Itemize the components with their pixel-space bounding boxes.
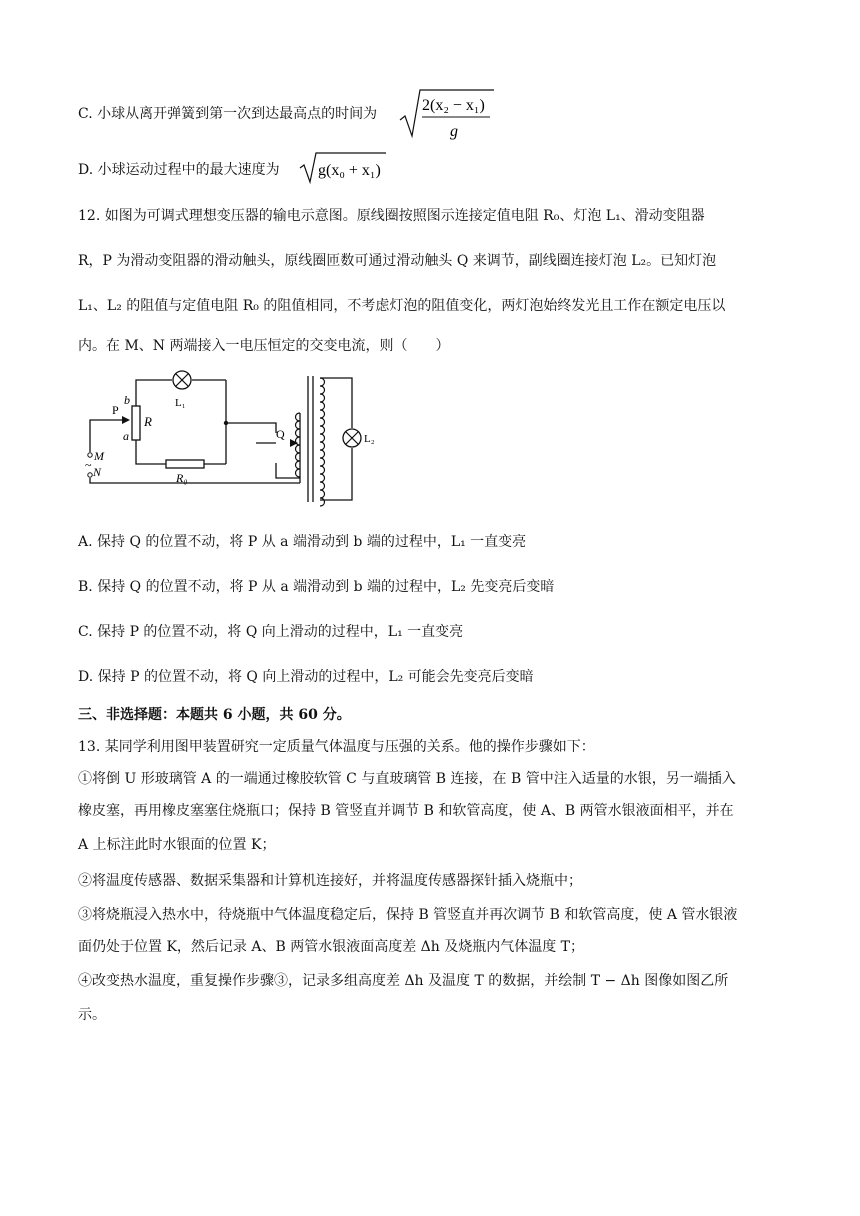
q13-intro: 13. 某同学利用图甲装置研究一定质量气体温度与压强的关系。他的操作步骤如下： [78, 739, 595, 755]
q13-step1-line2: 橡皮塞，再用橡皮塞塞住烧瓶口；保持 B 管竖直并调节 B 和软管高度，使 A、B 两管水银液面相平，并在 [78, 803, 734, 819]
section-3-title: 三、非选择题：本题共 6 小题，共 60 分。 [78, 707, 351, 723]
q12-stem-line2: R，P 为滑动变阻器的滑动触头，原线圈匝数可通过滑动触头 Q 来调节，副线圈连接灯泡 L₂。已知灯泡 [78, 253, 717, 269]
q13-step1-line1: ①将倒 U 形玻璃管 A 的一端通过橡胶软管 C 与直玻璃管 B 连接，在 B 管中注入适量的水银，另一端插入 [78, 771, 736, 787]
label-b: b [124, 393, 130, 407]
q12-circuit-diagram [80, 368, 380, 518]
q11-option-c-formula [398, 86, 498, 142]
secondary-coil [320, 378, 325, 506]
q13-step1-line3: A 上标注此时水银面的位置 K； [78, 837, 276, 853]
label-m: M [94, 449, 104, 463]
rheostat-r [132, 406, 140, 440]
label-l2: L₂ [364, 433, 375, 445]
q13-step4-line2: 示。 [78, 1007, 106, 1023]
q12-stem-line1: 12. 如图为可调式理想变压器的输电示意图。原线圈按照图示连接定值电阻 R₀、灯泡 L₁、滑动变阻器 [78, 208, 705, 224]
label-l1: L₁ [175, 397, 186, 409]
q12-stem-line3: L₁、L₂ 的阻值与定值电阻 R₀ 的阻值相同，不考虑灯泡的阻值变化，两灯泡始终发光且工作在额定电压以 [78, 298, 726, 314]
q12-option-b: B. 保持 Q 的位置不动，将 P 从 a 端滑动到 b 端的过程中，L₂ 先变亮后变暗 [78, 579, 555, 595]
label-q: Q [276, 427, 285, 441]
q12-option-c: C. 保持 P 的位置不动，将 Q 向上滑动的过程中，L₁ 一直变亮 [78, 624, 464, 640]
lamp-l2-icon [343, 429, 361, 447]
q11-option-c-formula-num: 2(x₂ − x₁) [422, 97, 485, 114]
label-a: a [123, 429, 129, 443]
resistor-r0 [166, 460, 204, 468]
lamp-l1-icon [173, 371, 191, 389]
primary-coil [296, 413, 301, 477]
label-r: R [144, 414, 152, 429]
q12-option-a: A. 保持 Q 的位置不动，将 P 从 a 端滑动到 b 端的过程中，L₁ 一直变亮 [78, 534, 527, 550]
q13-step3-line2: 面仍处于位置 K，然后记录 A、B 两管水银液面高度差 Δh 及烧瓶内气体温度 T； [78, 939, 585, 955]
q12-option-d: D. 保持 P 的位置不动，将 Q 向上滑动的过程中，L₂ 可能会先变亮后变暗 [78, 669, 534, 685]
q13-step3-line1: ③将烧瓶浸入热水中，待烧瓶中气体温度稳定后，保持 B 管竖直并再次调节 B 和软管高度，使 A 管水银液 [78, 907, 738, 923]
q11-option-c-text: C. 小球从离开弹簧到第一次到达最高点的时间为 [78, 106, 378, 122]
label-tilde: ~ [85, 458, 92, 472]
label-p: P [112, 403, 119, 417]
q13-step4-line1: ④改变热水温度，重复操作步骤③，记录多组高度差 Δh 及温度 T 的数据，并绘制 T − Δh 图像如图乙所 [78, 973, 729, 989]
q13-step2: ②将温度传感器、数据采集器和计算机连接好，并将温度传感器探针插入烧瓶中； [78, 873, 582, 889]
q11-option-c [78, 104, 377, 124]
q11-option-d-formula-text: g(x₀ + x₁) [318, 162, 381, 179]
label-r0: R₀ [176, 471, 188, 485]
q11-option-d [78, 160, 280, 180]
q12-stem-line4: 内。在 M、N 两端接入一电压恒定的交变电流，则（ ） [78, 338, 450, 354]
q11-option-c-formula-den: g [450, 123, 458, 140]
q11-option-d-text: D. 小球运动过程中的最大速度为 [78, 162, 280, 178]
q11-option-d-formula [298, 150, 388, 186]
label-n: N [93, 465, 102, 479]
